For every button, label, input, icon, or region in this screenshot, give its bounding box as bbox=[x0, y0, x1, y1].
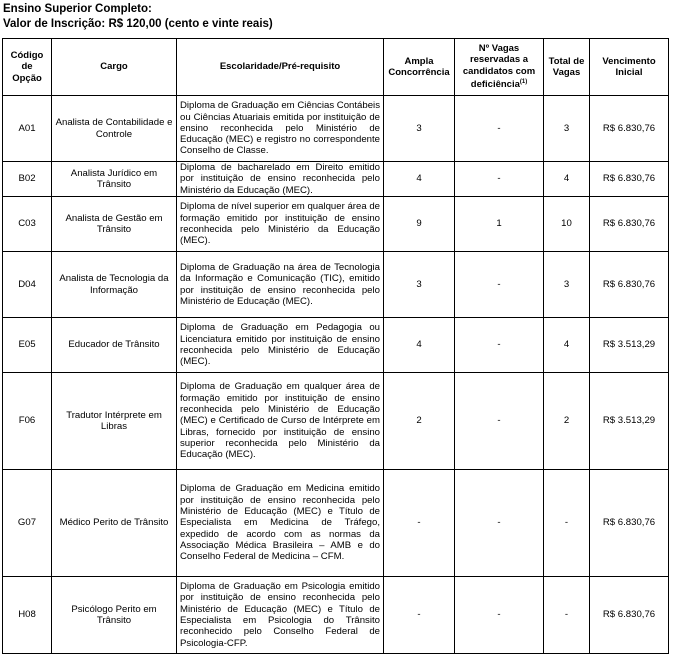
table-row bbox=[3, 197, 669, 252]
cell-escolaridade: Diploma de Graduação em Pedagogia ou Licenciatura emitido por instituição de ensino reconhecida pelo Ministério de Educação (MEC). bbox=[177, 318, 384, 373]
header-vagas-deficiencia bbox=[455, 39, 544, 96]
cell-cargo: Educador de Trânsito bbox=[52, 318, 177, 373]
cell-cargo: Analista Jurídico em Trânsito bbox=[52, 162, 177, 197]
cell-vagas-deficiencia: 1 bbox=[455, 197, 544, 252]
cell-escolaridade: Diploma de Graduação em Psicologia emitido por instituição de ensino reconhecida pelo Ministério de Educação (MEC) e Título de Especialista em Psicologia do Trânsito reconhecido pelo Conselho Federal de Psicologia-CFP. bbox=[177, 577, 384, 654]
cell-cargo: Psicólogo Perito em Trânsito bbox=[52, 577, 177, 654]
cell-vagas-deficiencia: - bbox=[455, 318, 544, 373]
cell-vagas-deficiencia: - bbox=[455, 162, 544, 197]
section-heading bbox=[3, 2, 273, 32]
cell-total: 3 bbox=[544, 96, 590, 162]
table-row bbox=[3, 96, 669, 162]
cell-vencimento: R$ 6.830,76 bbox=[590, 162, 669, 197]
header-escolaridade: Escolaridade/Pré-requisito bbox=[177, 39, 384, 96]
cell-total: - bbox=[544, 470, 590, 577]
cell-escolaridade: Diploma de Graduação na área de Tecnologia da Informação e Comunicação (TIC), emitido por instituição de ensino reconhecida pelo Ministério de Educação (MEC). bbox=[177, 252, 384, 318]
cell-cargo: Analista de Contabilidade e Controle bbox=[52, 96, 177, 162]
cell-total: 4 bbox=[544, 318, 590, 373]
header-vencimento: Vencimento Inicial bbox=[590, 39, 669, 96]
cell-total: - bbox=[544, 577, 590, 654]
cell-vencimento: R$ 3.513,29 bbox=[590, 373, 669, 470]
cell-escolaridade: Diploma de bacharelado em Direito emitido por instituição de ensino reconhecida pelo Ministério da Educação (MEC). bbox=[177, 162, 384, 197]
cell-vencimento: R$ 6.830,76 bbox=[590, 470, 669, 577]
cell-escolaridade: Diploma de Graduação em Ciências Contábeis ou Ciências Atuariais emitida por instituição de ensino reconhecida pelo Ministério de Educação (MEC) e registro no correspondente Conselho de Classe. bbox=[177, 96, 384, 162]
cell-ampla: - bbox=[384, 470, 455, 577]
cell-cargo: Analista de Tecnologia da Informação bbox=[52, 252, 177, 318]
cell-cargo: Analista de Gestão em Trânsito bbox=[52, 197, 177, 252]
cell-vencimento: R$ 6.830,76 bbox=[590, 577, 669, 654]
header-codigo: Código de Opção bbox=[3, 39, 52, 96]
cell-vencimento: R$ 3.513,29 bbox=[590, 318, 669, 373]
cell-ampla: 3 bbox=[384, 96, 455, 162]
cell-vagas-deficiencia: - bbox=[455, 373, 544, 470]
cell-escolaridade: Diploma de nível superior em qualquer área de formação emitido por instituição de ensino reconhecida pelo Ministério da Educação (MEC). bbox=[177, 197, 384, 252]
cell-ampla: 2 bbox=[384, 373, 455, 470]
cell-codigo: D04 bbox=[3, 252, 52, 318]
heading-fee: Valor de Inscrição: R$ 120,00 (cento e vinte reais) bbox=[3, 18, 273, 30]
table-row bbox=[3, 577, 669, 654]
heading-level: Ensino Superior Completo: bbox=[3, 3, 152, 15]
cell-codigo: A01 bbox=[3, 96, 52, 162]
cell-total: 4 bbox=[544, 162, 590, 197]
cell-vencimento: R$ 6.830,76 bbox=[590, 96, 669, 162]
table-row bbox=[3, 373, 669, 470]
cell-ampla: 9 bbox=[384, 197, 455, 252]
table-row bbox=[3, 318, 669, 373]
cell-vagas-deficiencia: - bbox=[455, 96, 544, 162]
header-cargo: Cargo bbox=[52, 39, 177, 96]
cell-ampla: 4 bbox=[384, 318, 455, 373]
cell-escolaridade: Diploma de Graduação em qualquer área de formação emitido por instituição de ensino reconhecida pelo Ministério de Educação (MEC) e Certificado de Curso de Intérprete em Libras, fornecido por instituição de ensino superior reconhecida pelo Ministério da Educação (MEC). bbox=[177, 373, 384, 470]
cell-total: 3 bbox=[544, 252, 590, 318]
cell-vagas-deficiencia: - bbox=[455, 577, 544, 654]
table-row bbox=[3, 252, 669, 318]
cell-vagas-deficiencia: - bbox=[455, 252, 544, 318]
header-total: Total de Vagas bbox=[544, 39, 590, 96]
header-vagas-deficiencia-text: Nº Vagas reservadas a candidatos com deficiência bbox=[462, 42, 536, 91]
cell-codigo: G07 bbox=[3, 470, 52, 577]
cell-vagas-deficiencia: - bbox=[455, 470, 544, 577]
cell-codigo: C03 bbox=[3, 197, 52, 252]
cell-ampla: - bbox=[384, 577, 455, 654]
cell-cargo: Tradutor Intérprete em Libras bbox=[52, 373, 177, 470]
cell-total: 10 bbox=[544, 197, 590, 252]
table-header-row bbox=[3, 39, 669, 96]
header-ampla: Ampla Concorrência bbox=[384, 39, 455, 96]
cell-vencimento: R$ 6.830,76 bbox=[590, 252, 669, 318]
positions-table bbox=[2, 38, 669, 654]
footnote-marker: (1) bbox=[519, 79, 528, 86]
cell-vencimento: R$ 6.830,76 bbox=[590, 197, 669, 252]
cell-ampla: 4 bbox=[384, 162, 455, 197]
cell-ampla: 3 bbox=[384, 252, 455, 318]
cell-codigo: E05 bbox=[3, 318, 52, 373]
table-row bbox=[3, 470, 669, 577]
table-row bbox=[3, 162, 669, 197]
cell-cargo: Médico Perito de Trânsito bbox=[52, 470, 177, 577]
cell-escolaridade: Diploma de Graduação em Medicina emitido por instituição de ensino reconhecida pelo Ministério de Educação (MEC) e Título de Especialista em Medicina de Tráfego, expedido de acordo com as normas da Associação Médica Brasileira – AMB e do Conselho Federal de Medicina – CFM. bbox=[177, 470, 384, 577]
cell-codigo: F06 bbox=[3, 373, 52, 470]
cell-codigo: H08 bbox=[3, 577, 52, 654]
cell-codigo: B02 bbox=[3, 162, 52, 197]
cell-total: 2 bbox=[544, 373, 590, 470]
